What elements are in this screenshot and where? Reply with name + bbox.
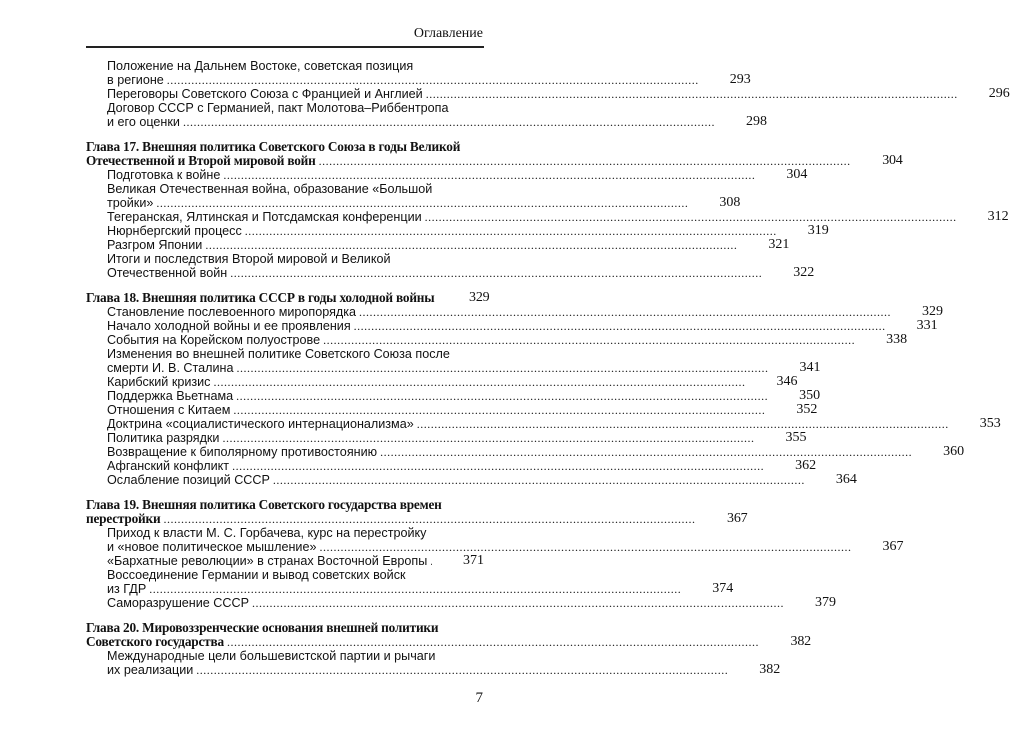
spacer xyxy=(437,291,455,305)
toc-section xyxy=(86,139,1009,280)
spacer xyxy=(759,635,777,649)
spacer xyxy=(728,663,746,677)
entry-title-line: Карибский кризис xyxy=(107,375,211,389)
page-ref: 374 xyxy=(712,581,734,596)
page-ref: 352 xyxy=(796,402,818,417)
dot-leader xyxy=(227,635,759,649)
entry-title-line: Доктрина «социалистического интернационализма» xyxy=(107,417,414,431)
entry-last-line xyxy=(107,223,829,238)
toc-entry[interactable] xyxy=(86,554,484,568)
dot-leader xyxy=(323,333,855,347)
entry-last-line xyxy=(107,265,815,280)
toc-entry[interactable] xyxy=(86,209,1009,224)
entry-title-line: Становление послевоенного миропорядка xyxy=(107,305,357,319)
toc-entry[interactable] xyxy=(86,374,798,389)
entry-title-line: Глава 20. Мировоззренческие основания внешней политики xyxy=(86,620,439,635)
entry-title-line: «Бархатные революции» в странах Восточной Европы xyxy=(107,554,428,568)
toc-entry[interactable] xyxy=(86,416,1001,431)
entry-title-line: События на Корейском полуострове xyxy=(107,333,321,347)
entry-title-line: Приход к власти М. С. Горбачева, курс на перестройку xyxy=(107,526,427,540)
dot-leader xyxy=(196,663,728,677)
toc-entry[interactable] xyxy=(86,458,817,473)
entry-last-line xyxy=(107,86,1010,101)
entry-title-line: Отношения с Китаем xyxy=(107,403,231,417)
spacer xyxy=(805,473,823,487)
entry-last-line xyxy=(107,581,734,596)
entry-last-line xyxy=(107,472,857,487)
entry-last-line xyxy=(107,430,807,445)
toc-section xyxy=(86,620,811,677)
entry-last-line xyxy=(86,153,903,168)
entry-last-line xyxy=(86,634,811,649)
spacer xyxy=(715,115,733,129)
dot-leader xyxy=(205,238,737,252)
running-header: Оглавление xyxy=(413,26,483,41)
chapter-heading[interactable] xyxy=(86,497,748,526)
page-ref: 367 xyxy=(727,511,748,526)
spacer xyxy=(912,445,930,459)
page-ref: 304 xyxy=(786,167,808,182)
page-ref: 321 xyxy=(768,237,790,252)
page-ref: 312 xyxy=(987,209,1009,224)
toc-entry[interactable] xyxy=(86,568,734,596)
page-ref: 371 xyxy=(463,553,484,568)
dot-leader xyxy=(273,473,805,487)
dot-leader xyxy=(354,319,886,333)
dot-leader xyxy=(167,73,699,87)
entry-title-line: Отечественной войн xyxy=(107,266,228,280)
entry-last-line xyxy=(107,209,1009,224)
entry-title-line: Подготовка к войне xyxy=(107,168,221,182)
dot-leader xyxy=(359,305,891,319)
page-number: 7 xyxy=(475,690,483,706)
toc-entry[interactable] xyxy=(86,332,908,347)
page-ref: 350 xyxy=(799,388,821,403)
toc-entry[interactable] xyxy=(86,430,807,445)
chapter-heading[interactable] xyxy=(86,139,903,168)
spacer xyxy=(432,554,450,568)
toc-entry[interactable] xyxy=(86,252,815,280)
dot-leader xyxy=(163,512,695,526)
dot-leader xyxy=(233,403,765,417)
toc-entry[interactable] xyxy=(86,167,808,182)
toc-entry[interactable] xyxy=(86,388,821,403)
page-ref: 382 xyxy=(759,662,781,677)
spacer xyxy=(886,319,904,333)
spacer xyxy=(764,459,782,473)
entry-last-line xyxy=(107,388,821,403)
spacer xyxy=(755,168,773,182)
entry-title-line: Возвращение к биполярному противостоянию xyxy=(107,445,378,459)
entry-last-line xyxy=(107,458,817,473)
entry-last-line xyxy=(107,332,908,347)
entry-title-line: Советского государства xyxy=(86,634,224,649)
page-ref: 296 xyxy=(988,86,1010,101)
spacer xyxy=(762,266,780,280)
spacer xyxy=(681,582,699,596)
dot-leader xyxy=(236,389,768,403)
page-ref: 382 xyxy=(790,634,811,649)
page-ref: 338 xyxy=(886,332,908,347)
spacer xyxy=(699,73,717,87)
entry-last-line xyxy=(107,554,484,568)
dot-leader xyxy=(237,361,769,375)
spacer xyxy=(851,154,869,168)
entry-last-line xyxy=(107,662,781,677)
dot-leader xyxy=(156,196,688,210)
toc-entry[interactable] xyxy=(86,402,818,417)
entry-title-line: Изменения во внешней политике Советского Союза после xyxy=(107,347,450,361)
spacer xyxy=(737,238,755,252)
entry-title-line: из ГДР xyxy=(107,582,147,596)
toc-entry[interactable] xyxy=(86,182,741,210)
page-ref: 304 xyxy=(882,153,903,168)
entry-title-line: Переговоры Советского Союза с Францией и Англией xyxy=(107,87,423,101)
toc-entry[interactable] xyxy=(86,595,836,610)
page-ref: 353 xyxy=(979,416,1001,431)
page-ref: 329 xyxy=(922,304,944,319)
page-ref: 329 xyxy=(469,290,490,305)
page-ref: 364 xyxy=(835,472,857,487)
entry-title-line: Воссоединение Германии и вывод советских войск xyxy=(107,568,406,582)
spacer xyxy=(891,305,909,319)
entry-title-line: Начало холодной войны и ее проявления xyxy=(107,319,351,333)
toc-section xyxy=(86,497,904,610)
entry-last-line xyxy=(107,360,821,375)
chapter-heading[interactable] xyxy=(86,290,490,305)
entry-title-line: Саморазрушение СССР xyxy=(107,596,249,610)
header-rule xyxy=(86,46,484,48)
table-of-contents xyxy=(86,59,1010,688)
dot-leader xyxy=(417,417,949,431)
entry-title-line: Глава 19. Внешняя политика Советского государства времен xyxy=(86,497,442,512)
chapter-heading[interactable] xyxy=(86,620,811,649)
spacer xyxy=(768,389,786,403)
dot-leader xyxy=(380,445,912,459)
toc-entry[interactable] xyxy=(86,347,821,375)
entry-last-line xyxy=(107,237,790,252)
dot-leader xyxy=(183,115,715,129)
page-ref: 331 xyxy=(916,318,938,333)
toc-section xyxy=(86,59,1010,129)
entry-title-line: их реализации xyxy=(107,663,194,677)
entry-last-line xyxy=(107,114,767,129)
entry-title-line: в регионе xyxy=(107,73,164,87)
dot-leader xyxy=(230,266,762,280)
toc-entry[interactable] xyxy=(86,237,790,252)
toc-entry[interactable] xyxy=(86,472,857,487)
spacer xyxy=(745,375,763,389)
entry-last-line xyxy=(107,595,836,610)
entry-title-line: Афганский конфликт xyxy=(107,459,230,473)
spacer xyxy=(777,224,795,238)
spacer xyxy=(754,431,772,445)
toc-entry[interactable] xyxy=(86,649,781,677)
page-ref: 319 xyxy=(807,223,829,238)
entry-title-line: Нюрнбергский процесс xyxy=(107,224,242,238)
spacer xyxy=(958,87,976,101)
entry-last-line xyxy=(107,167,808,182)
spacer xyxy=(769,361,787,375)
toc-entry[interactable] xyxy=(86,86,1010,101)
toc-entry[interactable] xyxy=(86,59,751,87)
entry-title-line: Договор СССР с Германией, пакт Молотова–Риббентропа xyxy=(107,101,449,115)
dot-leader xyxy=(245,224,777,238)
spacer xyxy=(688,196,706,210)
toc-entry[interactable] xyxy=(86,444,965,459)
entry-last-line xyxy=(86,511,748,526)
entry-title-line: Ослабление позиций СССР xyxy=(107,473,270,487)
entry-last-line xyxy=(107,402,818,417)
spacer xyxy=(695,512,713,526)
dot-leader xyxy=(426,87,958,101)
entry-title-line: и «новое политическое мышление» xyxy=(107,540,317,554)
entry-title-line: Положение на Дальнем Востоке, советская позиция xyxy=(107,59,414,73)
entry-last-line xyxy=(107,72,751,87)
entry-last-line xyxy=(107,304,944,319)
entry-title-line: Глава 18. Внешняя политика СССР в годы холодной войны xyxy=(86,290,435,305)
dot-leader xyxy=(222,431,754,445)
dot-leader xyxy=(149,582,681,596)
entry-title-line: Великая Отечественная война, образование «Большой xyxy=(107,182,433,196)
page-ref: 367 xyxy=(882,539,904,554)
dot-leader xyxy=(319,154,851,168)
page-ref: 341 xyxy=(799,360,821,375)
page-ref: 362 xyxy=(795,458,817,473)
entry-title-line: Итоги и последствия Второй мировой и Великой xyxy=(107,252,391,266)
entry-last-line xyxy=(107,539,904,554)
dot-leader xyxy=(232,459,764,473)
page-ref: 355 xyxy=(785,430,807,445)
page-ref: 293 xyxy=(729,72,751,87)
dot-leader xyxy=(213,375,745,389)
toc-entry[interactable] xyxy=(86,526,904,554)
toc-entry[interactable] xyxy=(86,101,767,129)
dot-leader xyxy=(425,210,957,224)
page-ref: 360 xyxy=(943,444,965,459)
entry-title-line: Тегеранская, Ялтинская и Потсдамская конференции xyxy=(107,210,422,224)
entry-title-line: и его оценки xyxy=(107,115,180,129)
entry-last-line xyxy=(107,374,798,389)
entry-title-line: Глава 17. Внешняя политика Советского Союза в годы Великой xyxy=(86,139,461,154)
entry-title-line: Международные цели большевистской партии и рычаги xyxy=(107,649,436,663)
spacer xyxy=(957,210,975,224)
page-ref: 346 xyxy=(776,374,798,389)
entry-title-line: тройки» xyxy=(107,196,154,210)
entry-title-line: Поддержка Вьетнама xyxy=(107,389,234,403)
toc-entry[interactable] xyxy=(86,318,938,333)
spacer xyxy=(784,596,802,610)
entry-title-line: перестройки xyxy=(86,511,161,526)
entry-last-line xyxy=(107,318,938,333)
spacer xyxy=(949,417,967,431)
dot-leader xyxy=(223,168,755,182)
entry-last-line xyxy=(86,290,490,305)
toc-section xyxy=(86,290,1001,487)
toc-entry[interactable] xyxy=(86,223,829,238)
spacer xyxy=(851,540,869,554)
spacer xyxy=(765,403,783,417)
dot-leader xyxy=(319,540,851,554)
page-ref: 379 xyxy=(815,595,836,610)
page-ref: 322 xyxy=(793,265,815,280)
entry-title-line: Отечественной и Второй мировой войн xyxy=(86,153,316,168)
entry-last-line xyxy=(107,444,965,459)
entry-last-line xyxy=(107,416,1001,431)
dot-leader xyxy=(252,596,784,610)
entry-title-line: Разгром Японии xyxy=(107,238,203,252)
page-ref: 298 xyxy=(745,114,767,129)
page-ref: 308 xyxy=(719,195,741,210)
entry-title-line: смерти И. В. Сталина xyxy=(107,361,234,375)
spacer xyxy=(855,333,873,347)
entry-title-line: Политика разрядки xyxy=(107,431,220,445)
entry-last-line xyxy=(107,195,741,210)
toc-entry[interactable] xyxy=(86,304,944,319)
